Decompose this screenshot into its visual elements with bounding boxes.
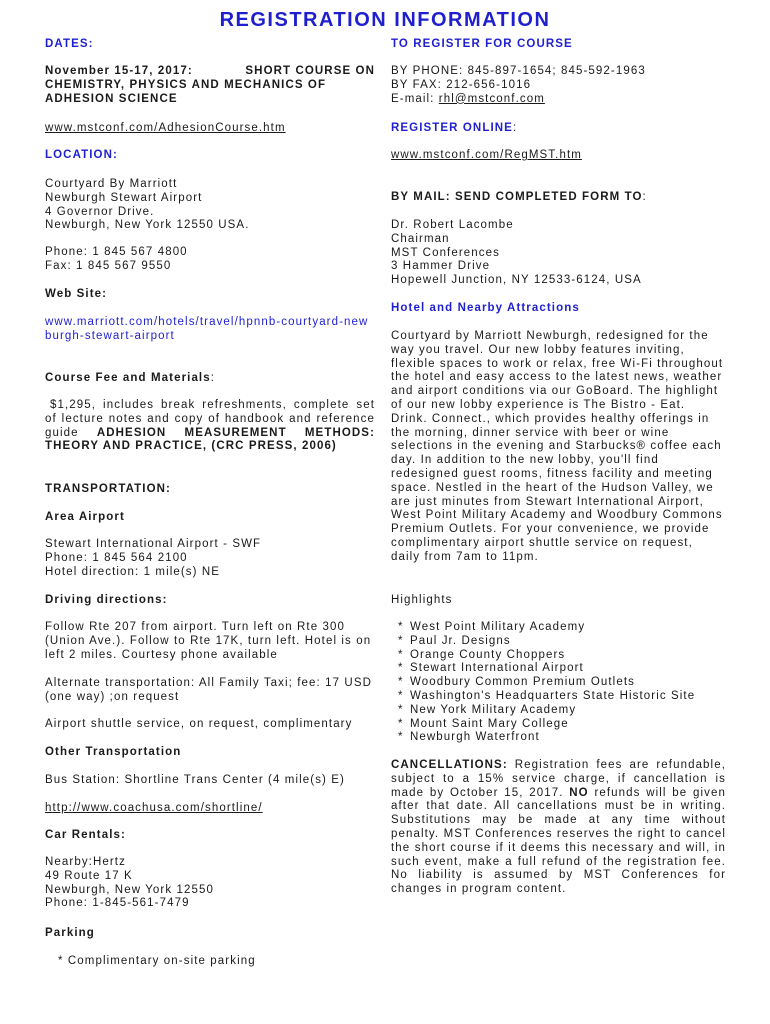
highlight-item: * Orange County Choppers [391, 649, 726, 663]
mail-address [391, 219, 726, 288]
highlight-item: * Washington's Headquarters State Historic Site [391, 690, 726, 704]
fee-text: $1,295, includes break refreshments, complete set of lecture notes and copy of handbook and reference guide [45, 399, 375, 439]
airport-label: Area Airport [45, 511, 125, 523]
register-label: TO REGISTER FOR COURSE [391, 38, 573, 50]
hotel-address-line: Newburgh Stewart Airport [45, 191, 203, 204]
mail-address-line: Hopewell Junction, NY 12533-6124, USA [391, 274, 642, 287]
parking-label: Parking [45, 927, 95, 939]
website-label: Web Site: [45, 288, 108, 300]
cancellation-text: Registration fees are refundable, subject to a 15% service charge, if cancellation is made by October 15, 2017. [391, 759, 727, 799]
register-online-label: REGISTER ONLINE [391, 122, 513, 134]
register-online-heading [391, 122, 726, 136]
location-label: LOCATION: [45, 149, 118, 161]
course-heading-line: CHEMISTRY, PHYSICS AND MECHANICS OF [45, 78, 327, 91]
driving-label: Driving directions: [45, 594, 168, 606]
highlight-item: * Paul Jr. Designs [391, 635, 726, 649]
mail-label: BY MAIL: SEND COMPLETED FORM TO [391, 191, 643, 203]
mail-address-line: Dr. Robert Lacombe [391, 219, 514, 231]
fee-book-title: ADHESION MEASUREMENT METHODS: THEORY AND PRACTICE, (CRC PRESS, 2006) [45, 426, 376, 453]
fee-label-colon: : [210, 372, 216, 384]
bus-station: Bus Station: Shortline Trans Center (4 mile(s) E) [45, 774, 345, 786]
car-rental-line: Phone: 1-845-561-7479 [45, 897, 190, 910]
highlights-list [391, 621, 726, 745]
cancellation-text: refunds will be given after that date. All cancellations must be in writing. Substitutions may be made at any time without penalty. MST Conferences reserves the right to cancel the short course if it deems this necessary and will, in such event, make a full refund of the registration fee. No liability is assumed by MST Conferences for changes in program content. [391, 786, 726, 896]
hotel-fax: Fax: 1 845 567 9550 [45, 259, 172, 272]
fee-label: Course Fee and Materials [45, 372, 211, 384]
hotel-website-link[interactable]: www.marriott.com/hotels/travel/hpnnb-courtyard-newburgh-stewart-airport [45, 316, 369, 342]
airport-info-line: Stewart International Airport - SWF [45, 538, 262, 550]
dates-label: DATES: [45, 38, 94, 50]
car-rentals-label: Car Rentals: [45, 829, 126, 841]
airport-info-line: Hotel direction: 1 mile(s) NE [45, 565, 221, 578]
hotel-address-line: Courtyard By Marriott [45, 178, 178, 190]
highlight-item: * Woodbury Common Premium Outlets [391, 676, 726, 690]
email-link[interactable]: rhl@mstconf.com [438, 92, 545, 105]
course-dates: November 15-17, 2017: [45, 65, 193, 77]
parking-info: * Complimentary on-site parking [58, 955, 256, 967]
hotel-description: Courtyard by Marriott Newburgh, redesigned for the way you travel. Our new lobby features inviting, flexible spaces to work or relax, free Wi-Fi throughout the hotel and easy access to the latest news, weather and airport conditions via our GoBoard. The highlight of our new lobby experience is The Bistro - Eat. Drink. Connect., which provides healthy offerings in the morning, dinner service with beer or wine selections in the evening and Starbucks® coffee each day. In addition to the new lobby, you'll find redesigned guest rooms, fitness facility and meeting space. Nestled in the heart of the Hudson Valley, we are just minutes from Stewart International Airport, West Point Military Academy and Woodbury Commons Premium Outlets. For your convenience, we provide complimentary airport shuttle service on request, daily from 7am to 11pm. [391, 330, 724, 563]
driving-directions: Follow Rte 207 from airport. Turn left on Rte 300 (Union Ave.). Follow to Rte 17K, turn left. Hotel is on left 2 miles. Courtesy phone available [45, 621, 372, 661]
page-title: REGISTRATION INFORMATION [219, 9, 551, 31]
mail-address-line: MST Conferences [391, 246, 500, 259]
highlight-item: * Stewart International Airport [391, 662, 726, 676]
email-prefix: E-mail: [391, 92, 439, 105]
mail-heading [391, 191, 726, 205]
hotel-address-line: 4 Governor Drive. [45, 205, 155, 218]
course-heading: SHORT COURSE ON [245, 65, 375, 77]
airport-info-line: Phone: 1 845 564 2100 [45, 551, 188, 564]
highlight-item: * Mount Saint Mary College [391, 718, 726, 732]
register-phone: BY PHONE: 845-897-1654; 845-592-1963 [391, 65, 646, 77]
highlight-item: * West Point Military Academy [391, 621, 726, 635]
transportation-label: TRANSPORTATION: [45, 483, 171, 495]
cancellation-no: NO [569, 786, 589, 799]
course-url-link[interactable]: www.mstconf.com/AdhesionCourse.htm [45, 122, 286, 134]
mail-address-line: Chairman [391, 232, 450, 245]
mail-label-colon: : [642, 191, 647, 203]
register-email [391, 93, 726, 107]
fee-description [45, 399, 375, 454]
hotel-address [45, 178, 375, 233]
hotel-contact [45, 246, 375, 274]
bus-url-link[interactable]: http://www.coachusa.com/shortline/ [45, 802, 263, 814]
shuttle-service: Airport shuttle service, on request, complimentary [45, 718, 353, 730]
register-contact [391, 65, 726, 106]
car-rental-info [45, 856, 375, 911]
fee-heading [45, 372, 375, 386]
highlight-item: * New York Military Academy [391, 704, 726, 718]
airport-info [45, 538, 375, 579]
car-rental-line: 49 Route 17 K [45, 869, 133, 882]
register-fax: BY FAX: 212-656-1016 [391, 78, 532, 91]
hotel-attractions-label: Hotel and Nearby Attractions [391, 302, 580, 314]
highlight-item: * Newburgh Waterfront [391, 731, 726, 745]
register-online-link[interactable]: www.mstconf.com/RegMST.htm [391, 149, 582, 161]
highlights-label: Highlights [391, 594, 453, 606]
hotel-address-line: Newburgh, New York 12550 USA. [45, 219, 250, 232]
cancellation-policy [391, 759, 726, 897]
cancellation-label: CANCELLATIONS: [391, 759, 508, 771]
mail-address-line: 3 Hammer Drive [391, 260, 491, 273]
hotel-phone: Phone: 1 845 567 4800 [45, 246, 188, 258]
course-heading-line: ADHESION SCIENCE [45, 92, 178, 105]
register-online-colon: : [512, 122, 518, 134]
course-title [45, 65, 375, 106]
other-transportation-label: Other Transportation [45, 746, 182, 758]
car-rental-line: Newburgh, New York 12550 [45, 883, 214, 896]
alternate-transportation: Alternate transportation: All Family Taxi; fee: 17 USD (one way) ;on request [45, 677, 373, 703]
car-rental-line: Nearby:Hertz [45, 856, 126, 868]
